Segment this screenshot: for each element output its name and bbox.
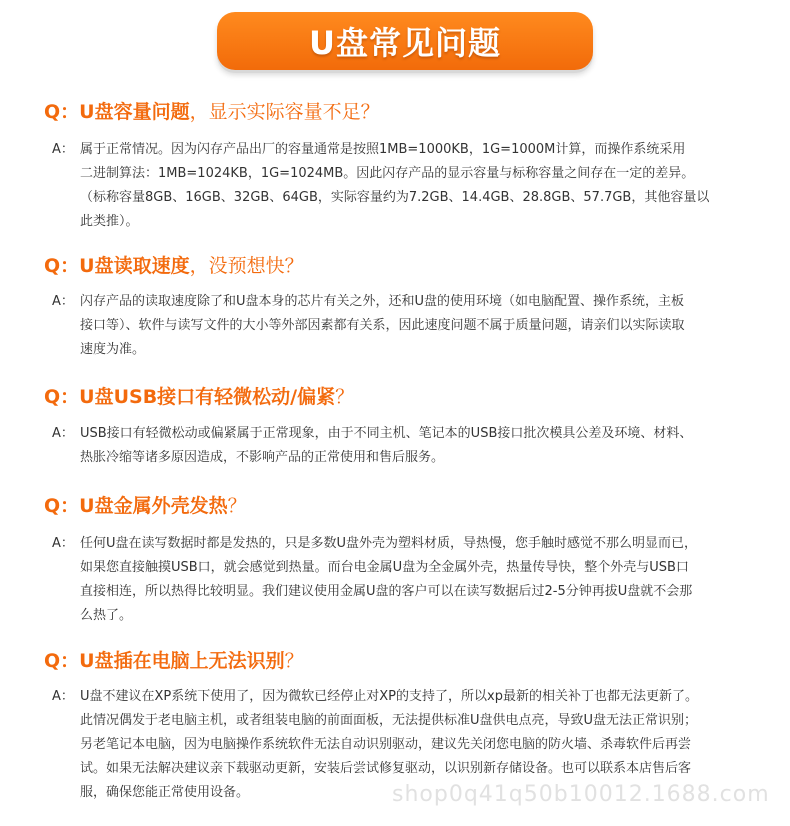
answer-line: 如果您直接触摸USB口，就会感觉到热量。而台电金属U盘为全金属外壳，热量传导快，整个外壳与USB口 xyxy=(80,560,689,575)
answer-prefix: A： xyxy=(52,426,74,441)
question-rest: ？ xyxy=(227,495,247,517)
question xyxy=(44,385,354,409)
answer-text xyxy=(80,138,770,234)
answer-line: 直接相连，所以热得比较明显。我们建议使用金属U盘的客户可以在读写数据后过2-5分钟再拔U盘就不会那 xyxy=(80,584,693,599)
answer-line: 接口等）、软件与读写文件的大小等外部因素都有关系，因此速度问题不属于质量问题，请亲们以实际读取 xyxy=(80,318,685,333)
answer-line: 速度为准。 xyxy=(80,342,146,357)
answer-line: 另老笔记本电脑，因为电脑操作系统软件无法自动识别驱动，建议先关闭您电脑的防火墙、杀毒软件后再尝 xyxy=(80,737,692,752)
answer-text xyxy=(80,290,770,362)
answer-prefix: A： xyxy=(52,689,74,704)
answer-line: 闪存产品的读取速度除了和U盘本身的芯片有关之外，还和U盘的使用环境（如电脑配置、操作系统，主板 xyxy=(80,294,685,309)
answer-text xyxy=(80,532,770,628)
answer-line: USB接口有轻微松动或偏紧属于正常现象，由于不同主机、笔记本的USB接口批次模具公差及环境、材料、 xyxy=(80,426,693,441)
question-prefix: Q： xyxy=(44,495,80,517)
question-topic: U盘金属外壳发热 xyxy=(79,495,228,517)
question-prefix: Q： xyxy=(44,255,80,277)
answer-prefix: A： xyxy=(52,294,74,309)
answer-line: 任何U盘在读写数据时都是发热的，只是多数U盘外壳为塑料材质，导热慢，您手触时感觉不那么明显而已， xyxy=(80,536,698,551)
question xyxy=(44,649,304,673)
answer-prefix: A： xyxy=(52,142,74,157)
answer-line: 此类推）。 xyxy=(80,214,139,229)
question-topic: U盘插在电脑上无法识别 xyxy=(79,650,285,672)
question xyxy=(44,494,247,518)
title-banner xyxy=(217,12,593,70)
question-topic: U盘读取速度 xyxy=(79,255,190,277)
question-rest: ，没预想快？ xyxy=(189,255,304,277)
shop-watermark: shop0q41q50b10012.1688.com xyxy=(392,782,770,807)
answer-line: 此情况偶发于老电脑主机，或者组装电脑的前面面板，无法提供标准U盘供电点亮，导致U盘无法正常识别； xyxy=(80,713,698,728)
question-rest: ？ xyxy=(284,650,304,672)
answer-line: 么热了。 xyxy=(80,608,133,623)
question xyxy=(44,254,304,278)
question-topic: U盘USB接口有轻微松动/偏紧 xyxy=(79,386,336,408)
question-prefix: Q： xyxy=(44,650,80,672)
answer-line: 试。如果无法解决建议亲下载驱动更新，安装后尝试修复驱动，以识别新存储设备。也可以联系本店售后客 xyxy=(80,761,692,776)
answer-line: （标称容量8GB、16GB、32GB、64GB，实际容量约为7.2GB、14.4GB、28.8GB、57.7GB，其他容量以 xyxy=(80,190,710,205)
question-prefix: Q： xyxy=(44,386,80,408)
answer-prefix: A： xyxy=(52,536,74,551)
question-rest: ，显示实际容量不足？ xyxy=(189,101,380,123)
question-prefix: Q： xyxy=(44,101,80,123)
answer-text xyxy=(80,422,770,470)
question-topic: U盘容量问题 xyxy=(79,101,190,123)
answer-line: 服，确保您能正常使用设备。 xyxy=(80,785,250,800)
answer-line: 二进制算法：1MB=1024KB，1G=1024MB。因此闪存产品的显示容量与标称容量之间存在一定的差异。 xyxy=(80,166,695,181)
question xyxy=(44,100,380,124)
answer-line: U盘不建议在XP系统下使用了，因为微软已经停止对XP的支持了，所以xp最新的相关补丁也都无法更新了。 xyxy=(80,689,698,704)
answer-line: 属于正常情况。因为闪存产品出厂的容量通常是按照1MB=1000KB，1G=1000M计算，而操作系统采用 xyxy=(80,142,686,157)
answer-line: 热胀冷缩等诸多原因造成，不影响产品的正常使用和售后服务。 xyxy=(80,450,445,465)
question-rest: ？ xyxy=(335,386,355,408)
page-title: U盘常见问题 xyxy=(309,24,501,62)
